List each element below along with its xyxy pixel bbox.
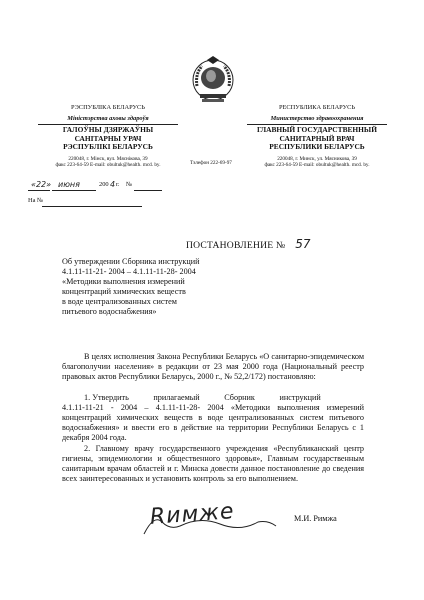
header-left-title-3: РЭСПУБЛІКІ БЕЛАРУСЬ [63, 142, 153, 152]
signature-stroke [140, 512, 280, 538]
date-day: «22» [31, 180, 52, 189]
subject-line-4: концентраций химических веществ [62, 287, 186, 297]
subject-line-5: в воде централизованных систем [62, 297, 177, 307]
date-month: июня [58, 180, 80, 189]
header-right-title-1: ГЛАВНЫЙ ГОСУДАРСТВЕННЫЙ [257, 125, 377, 134]
header-left-ministry: Міністэрства аховы здароўя [67, 114, 149, 122]
body-paragraph-2-start: 1. Утвердить прилагаемый Сборник инструкций [84, 393, 321, 402]
subject-line-3: «Методики выполнения измерений [62, 277, 185, 287]
body-paragraph-1: В целях исполнения Закона Республики Беларусь «О санитарно-эпидемическом благополучии населения» в редакции от 23 мая 2000 года (Национальный реестр правовых актов Республики Беларусь, 2000 г., № 52,2/172) постановляю: [62, 352, 364, 382]
date-year-end: г. [116, 181, 120, 188]
ref-underline [42, 206, 142, 207]
subject-line-1: Об утверждении Сборника инструкций [62, 257, 200, 266]
header-right-republic: РЕСПУБЛИКА БЕЛАРУСЬ [278, 104, 356, 111]
date-year-prefix: 200 [99, 181, 109, 188]
header-left-address: 220048, г. Мінск, вул. Мяснікова, 39 [68, 155, 148, 162]
date-number-underline [134, 190, 162, 191]
subject-line-2: 4.1.11-11-21- 2004 – 4.1.11-11-28- 2004 [62, 267, 196, 277]
header-left-title-1: ГАЛОЎНЫ ДЗЯРЖАЎНЫ [62, 125, 154, 134]
header-right-title-2: САНИТАРНЫЙ ВРАЧ [279, 133, 355, 143]
header-right-address: 220048, г. Минск, ул. Мясникова, 39 [277, 155, 357, 162]
decree-title [186, 235, 326, 251]
ref-label: На № [28, 197, 44, 204]
body-paragraph-3: 2. Главному врачу государственного учреждения «Республиканский центр гигиены, эпидемиологии и общественного здоровья», Главным государственным санитарным врачам областей и г. Минска довести данное постановление до сведения всех заинтересованных и установить контроль за его выполнением. [62, 444, 364, 484]
decree-title-text: ПОСТАНОВЛЕНИЕ № [186, 240, 286, 251]
decree-number: 57 [295, 237, 311, 251]
header-right [232, 104, 402, 168]
subject-line-6: питьевого водоснабжения» [62, 307, 157, 317]
body-paragraph-2: 4.1.11-11-21 - 2004 – 4.1.11-11-28- 2004 «Методики выполнения измерений концентраций химических веществ в воде централизованных систем питьевого водоснабжения» и ввести его в действие на территории Республики Беларусь с 1 декабря 2004 года. [62, 403, 364, 443]
subject-block [62, 257, 262, 318]
ref-line [28, 197, 168, 209]
signatory-name: М.И. Римжа [294, 514, 337, 523]
header-right-title-3: РЕСПУБЛИКИ БЕЛАРУСЬ [269, 142, 365, 152]
header-left-title-2: САНІТАРНЫ УРАЧ [74, 133, 142, 143]
coat-of-arms-emblem [190, 56, 236, 108]
header-right-fax: факс 223-64-59 E-mail: obultuk@health. mcd. by. [264, 161, 370, 168]
handwritten-signature: Rимже [149, 499, 236, 530]
date-line [28, 181, 208, 193]
date-number-label: № [126, 181, 133, 188]
header-left-republic: РЭСПУБЛІКА БЕЛАРУСЬ [71, 104, 145, 111]
header-left-fax: факс 223-64-59 E-mail: obultuk@health. mcd. by. [55, 161, 161, 168]
date-month-underline [52, 190, 96, 191]
header-right-ministry: Министерство здравоохранения [270, 114, 364, 122]
date-year-suffix: 4 [110, 180, 116, 189]
date-day-underline [28, 190, 50, 191]
header-left [22, 104, 194, 168]
header-phone: Тэлефон 222-69-97 [190, 160, 232, 166]
